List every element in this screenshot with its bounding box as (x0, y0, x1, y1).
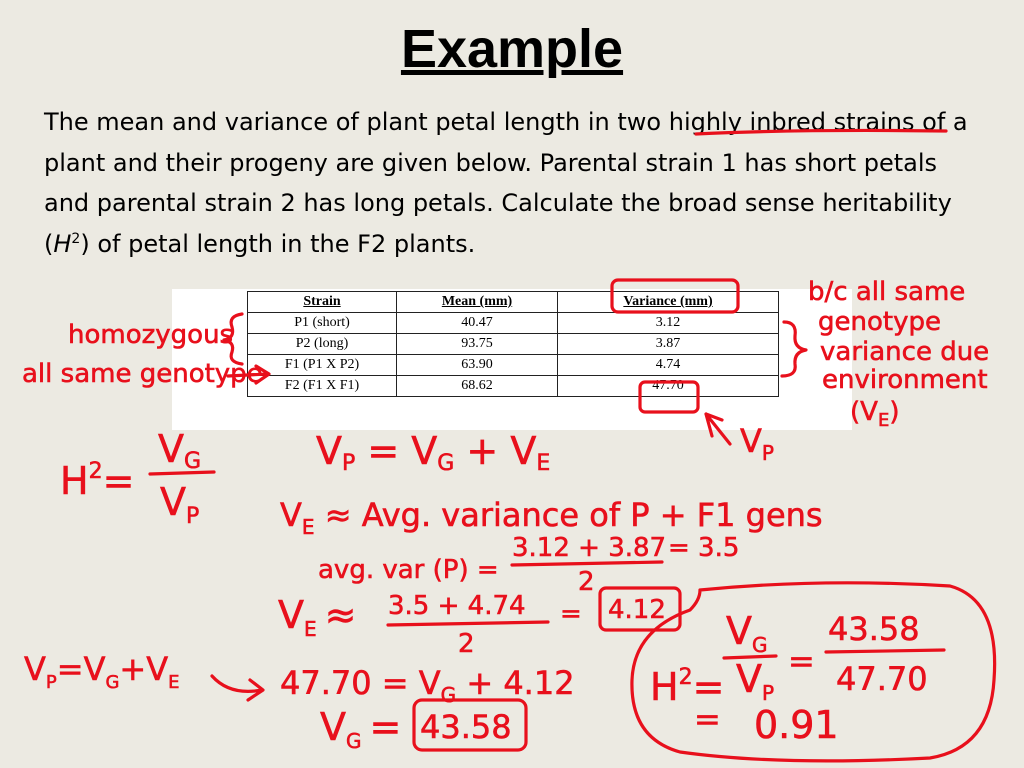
vp-eq-v: V (316, 429, 342, 473)
cell-variance: 3.87 (558, 334, 779, 355)
h2-def-eq: = (102, 459, 135, 503)
cell-variance: 3.12 (558, 313, 779, 334)
homozygous-note: homozygous (68, 320, 234, 350)
final-vp-v: V (736, 657, 762, 701)
vp-eq-plus: + V (454, 429, 537, 473)
table-header-row (248, 292, 779, 313)
h2-def-den-sub: P (186, 504, 200, 529)
h2-def-h: H (60, 459, 89, 503)
table-panel (172, 289, 852, 430)
bc-note-line2: genotype (818, 307, 941, 337)
vp-equation (316, 429, 550, 476)
avg-var-label: avg. var (P) = (318, 555, 499, 585)
final-eq: = (692, 665, 725, 709)
h2-def-num-sub: G (184, 449, 202, 474)
header-mean: Mean (mm) (397, 292, 558, 313)
ve-calc-result: 4.12 (608, 595, 666, 625)
left-vp-equation (24, 650, 179, 693)
h2-definition-lhs (60, 459, 134, 503)
ve-note-sub: E (877, 410, 890, 431)
header-variance: Variance (mm) (558, 292, 779, 313)
ve-calc-lhs (278, 593, 356, 641)
cell-strain: P1 (short) (248, 313, 397, 334)
vg-g: G (346, 729, 362, 753)
data-table (247, 291, 779, 397)
bc-note-line1: b/c all same (808, 277, 966, 307)
cell-mean: 63.90 (397, 355, 558, 376)
h2-def-numerator (158, 427, 201, 474)
final-fraction-bar-2 (826, 650, 944, 652)
final-eq3: = (694, 700, 721, 738)
header-strain: Strain (248, 292, 397, 313)
left-eq-p: P (45, 672, 57, 693)
left-eq-v1: V (24, 650, 46, 688)
problem-part1: The mean and variance of plant petal length in (44, 108, 618, 136)
table-row (248, 376, 779, 397)
vp-eq-p: P (342, 451, 356, 476)
final-vg-v: V (726, 609, 752, 653)
final-vp-sub: P (762, 681, 775, 705)
problem-statement (44, 102, 984, 264)
avg-var-fraction-bar (512, 562, 662, 565)
vp-eq-mid: = V (355, 429, 438, 473)
vg-result-line (320, 705, 401, 753)
ve-calc-approx: ≈ (324, 593, 357, 637)
problem-h-letter: H (53, 229, 72, 258)
final-result: 0.91 (754, 703, 839, 747)
cell-variance: 47.70 (558, 376, 779, 397)
ve-note (850, 397, 899, 431)
final-vg (726, 609, 768, 657)
vg-result-value: 43.58 (420, 708, 512, 746)
ve-calc-fraction-bar (388, 622, 548, 625)
ve-def-rest: ≈ Avg. variance of P + F1 gens (314, 496, 823, 534)
vg-result-box (414, 700, 526, 750)
all-same-genotype-note: all same genotype (22, 359, 263, 389)
avg-var-result: = 3.5 (668, 533, 740, 563)
left-eq-rest1: =V (56, 650, 106, 688)
final-fraction-bar-1 (724, 656, 776, 658)
avg-var-denominator: 2 (578, 567, 595, 597)
final-denominator: 47.70 (836, 660, 928, 698)
h2-def-denominator (160, 480, 199, 529)
problem-part2: strains of a plant and their progeny are given below. Parental strain 1 has short petals and parental strain 2 has long petals. Calculate the broad sense heritability ( (44, 108, 968, 258)
avg-var-numerator: 3.12 + 3.87 (512, 533, 667, 563)
ve-note-v: (V (850, 397, 878, 427)
substitution-line (280, 664, 575, 707)
vp-eq-e: E (536, 451, 551, 476)
sub-line-g: G (440, 683, 457, 707)
table-row (248, 313, 779, 334)
sub-line-end: + 4.12 (456, 664, 575, 702)
h2-def-fraction-bar (150, 472, 214, 474)
cell-mean: 40.47 (397, 313, 558, 334)
h2-def-num-v: V (158, 427, 184, 471)
final-sup: 2 (678, 665, 693, 690)
ve-def-v: V (280, 496, 302, 534)
final-result-oval (632, 583, 995, 761)
vp-eq-g: G (437, 451, 455, 476)
vg-v: V (320, 705, 346, 749)
substitution-arrow (212, 676, 263, 700)
cell-strain: F2 (F1 X F1) (248, 376, 397, 397)
ve-result-box (600, 588, 680, 630)
problem-part3: ) of petal length in the F2 plants. (80, 229, 476, 258)
final-vp (736, 657, 774, 705)
problem-h-sup: 2 (71, 230, 81, 247)
ve-calc-denominator: 2 (458, 629, 475, 659)
ve-calc-v: V (278, 593, 304, 637)
bc-note-line3: variance due (820, 337, 990, 367)
h2-def-den-v: V (160, 480, 186, 524)
ve-note-end: ) (889, 397, 900, 427)
cell-variance: 4.74 (558, 355, 779, 376)
problem-underlined: two highly inbred (617, 108, 827, 136)
vg-eq: = (369, 705, 402, 749)
left-eq-g: G (105, 672, 120, 693)
ve-definition (280, 496, 823, 539)
cell-mean: 68.62 (397, 376, 558, 397)
cell-strain: P2 (long) (248, 334, 397, 355)
ve-calc-e: E (304, 617, 317, 641)
final-numerator: 43.58 (828, 610, 920, 648)
left-eq-e: E (168, 672, 180, 693)
vp-label-v: V (740, 422, 762, 460)
table-row (248, 334, 779, 355)
vp-label-sub: P (761, 441, 774, 465)
bc-note-line4: environment (822, 365, 988, 395)
ve-calc-numerator: 3.5 + 4.74 (388, 591, 526, 621)
cell-mean: 93.75 (397, 334, 558, 355)
h2-def-sup: 2 (88, 459, 103, 484)
sub-line-start: 47.70 = V (280, 664, 441, 702)
cell-strain: F1 (P1 X P2) (248, 355, 397, 376)
final-h2 (650, 665, 724, 709)
ve-calc-eq: = (560, 599, 582, 629)
table-row (248, 355, 779, 376)
left-eq-rest2: +V (119, 650, 169, 688)
final-vg-sub: G (752, 633, 768, 657)
final-eq2: = (788, 642, 815, 680)
slide-title: Example (400, 19, 624, 79)
ve-def-e: E (301, 515, 315, 539)
final-h: H (650, 665, 679, 709)
